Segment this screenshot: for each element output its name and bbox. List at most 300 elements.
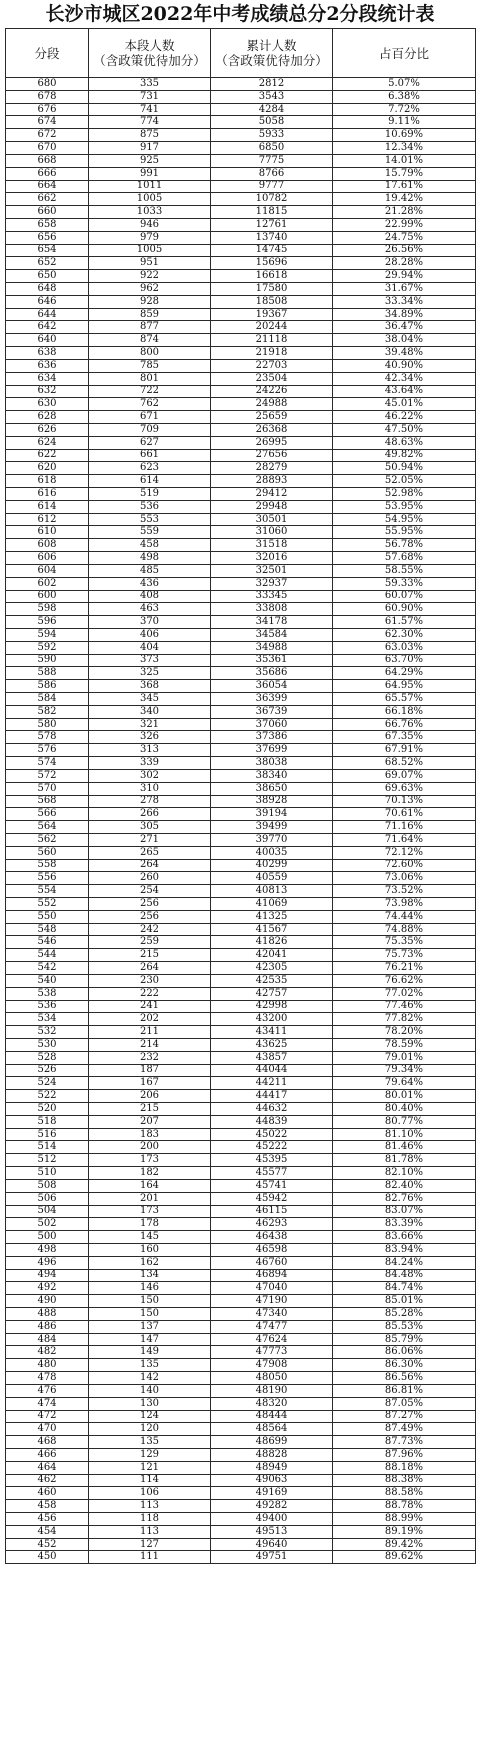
cell-percentage: 77.82% [333,1013,476,1026]
cell-percentage: 84.24% [333,1256,476,1269]
table-row [6,206,476,219]
cell-score-band: 678 [6,90,89,103]
cell-percentage: 57.68% [333,552,476,565]
cell-cumulative-count: 32937 [211,577,333,590]
cell-cumulative-count: 31060 [211,526,333,539]
table-row [6,564,476,577]
cell-band-count: 408 [89,590,211,603]
cell-score-band: 530 [6,1038,89,1051]
cell-band-count: 305 [89,821,211,834]
table-row [6,90,476,103]
cell-cumulative-count: 43200 [211,1013,333,1026]
cell-percentage: 81.78% [333,1154,476,1167]
cell-band-count: 1033 [89,206,211,219]
table-row [6,103,476,116]
cell-score-band: 538 [6,987,89,1000]
cell-percentage: 47.50% [333,423,476,436]
table-row [6,295,476,308]
table-row [6,462,476,475]
table-row [6,321,476,334]
table-row [6,654,476,667]
cell-score-band: 470 [6,1423,89,1436]
cell-percentage: 85.01% [333,1295,476,1308]
table-row [6,821,476,834]
table-row [6,1179,476,1192]
cell-band-count: 200 [89,1141,211,1154]
cell-percentage: 75.35% [333,936,476,949]
table-row [6,1115,476,1128]
cell-cumulative-count: 49063 [211,1474,333,1487]
document-title: 长沙市城区2022年中考成绩总分2分段统计表 [45,3,435,25]
cell-band-count: 114 [89,1474,211,1487]
cell-cumulative-count: 42535 [211,974,333,987]
cell-band-count: 877 [89,321,211,334]
cell-cumulative-count: 17580 [211,283,333,296]
cell-band-count: 345 [89,693,211,706]
cell-percentage: 83.66% [333,1231,476,1244]
cell-score-band: 646 [6,295,89,308]
cell-band-count: 310 [89,782,211,795]
cell-percentage: 86.30% [333,1359,476,1372]
table-row [6,488,476,501]
cell-band-count: 335 [89,78,211,91]
table-row [6,257,476,270]
cell-cumulative-count: 48444 [211,1410,333,1423]
table-row [6,1423,476,1436]
cell-cumulative-count: 34178 [211,616,333,629]
table-row [6,1000,476,1013]
cell-percentage: 77.02% [333,987,476,1000]
cell-score-band: 450 [6,1551,89,1564]
cell-cumulative-count: 26995 [211,436,333,449]
score-distribution-table [5,28,476,1564]
cell-cumulative-count: 11815 [211,206,333,219]
cell-cumulative-count: 46894 [211,1269,333,1282]
table-body [6,78,476,1564]
cell-score-band: 648 [6,283,89,296]
cell-percentage: 84.48% [333,1269,476,1282]
cell-band-count: 498 [89,552,211,565]
table-row [6,705,476,718]
cell-score-band: 484 [6,1333,89,1346]
cell-cumulative-count: 49282 [211,1500,333,1513]
cell-cumulative-count: 40559 [211,872,333,885]
cell-percentage: 87.05% [333,1397,476,1410]
cell-cumulative-count: 40035 [211,846,333,859]
table-row [6,129,476,142]
cell-band-count: 254 [89,885,211,898]
cell-percentage: 40.90% [333,359,476,372]
table-row [6,1231,476,1244]
cell-band-count: 741 [89,103,211,116]
table-row [6,616,476,629]
table-row [6,872,476,885]
cell-percentage: 45.01% [333,398,476,411]
cell-cumulative-count: 29948 [211,500,333,513]
cell-band-count: 130 [89,1397,211,1410]
table-row [6,359,476,372]
cell-percentage: 7.72% [333,103,476,116]
cell-score-band: 656 [6,231,89,244]
cell-band-count: 150 [89,1295,211,1308]
cell-percentage: 82.10% [333,1167,476,1180]
cell-band-count: 991 [89,167,211,180]
cell-cumulative-count: 46760 [211,1256,333,1269]
cell-percentage: 83.07% [333,1205,476,1218]
cell-percentage: 71.64% [333,833,476,846]
cell-cumulative-count: 8766 [211,167,333,180]
table-row [6,885,476,898]
cell-percentage: 88.99% [333,1513,476,1526]
cell-score-band: 492 [6,1282,89,1295]
table-row [6,142,476,155]
cell-score-band: 462 [6,1474,89,1487]
cell-score-band: 582 [6,705,89,718]
cell-band-count: 265 [89,846,211,859]
cell-score-band: 668 [6,154,89,167]
cell-percentage: 15.79% [333,167,476,180]
cell-score-band: 662 [6,193,89,206]
table-row [6,590,476,603]
cell-score-band: 630 [6,398,89,411]
cell-band-count: 302 [89,769,211,782]
cell-band-count: 436 [89,577,211,590]
cell-cumulative-count: 37386 [211,731,333,744]
cell-percentage: 64.29% [333,667,476,680]
cell-band-count: 183 [89,1128,211,1141]
cell-band-count: 121 [89,1461,211,1474]
table-row [6,1410,476,1423]
cell-score-band: 674 [6,116,89,129]
cell-cumulative-count: 29412 [211,488,333,501]
table-row [6,680,476,693]
table-row [6,833,476,846]
cell-percentage: 73.06% [333,872,476,885]
cell-cumulative-count: 16618 [211,270,333,283]
cell-band-count: 113 [89,1525,211,1538]
cell-score-band: 564 [6,821,89,834]
cell-score-band: 498 [6,1243,89,1256]
table-row [6,1513,476,1526]
table-row [6,372,476,385]
cell-percentage: 67.91% [333,744,476,757]
cell-percentage: 85.53% [333,1320,476,1333]
table-row [6,731,476,744]
cell-band-count: 922 [89,270,211,283]
cell-cumulative-count: 48828 [211,1448,333,1461]
table-row [6,347,476,360]
table-row [6,475,476,488]
cell-band-count: 406 [89,628,211,641]
table-row [6,1064,476,1077]
cell-cumulative-count: 48050 [211,1372,333,1385]
cell-cumulative-count: 39499 [211,821,333,834]
table-row [6,808,476,821]
cell-percentage: 77.46% [333,1000,476,1013]
cell-cumulative-count: 45577 [211,1167,333,1180]
cell-percentage: 36.47% [333,321,476,334]
cell-cumulative-count: 49513 [211,1525,333,1538]
cell-score-band: 590 [6,654,89,667]
cell-percentage: 70.61% [333,808,476,821]
cell-band-count: 404 [89,641,211,654]
cell-cumulative-count: 5933 [211,129,333,142]
cell-score-band: 592 [6,641,89,654]
cell-percentage: 74.44% [333,910,476,923]
cell-percentage: 56.78% [333,539,476,552]
cell-percentage: 14.01% [333,154,476,167]
cell-band-count: 264 [89,962,211,975]
cell-percentage: 81.10% [333,1128,476,1141]
cell-band-count: 111 [89,1551,211,1564]
cell-cumulative-count: 37699 [211,744,333,757]
cell-cumulative-count: 46115 [211,1205,333,1218]
cell-percentage: 60.07% [333,590,476,603]
cell-score-band: 608 [6,539,89,552]
cell-score-band: 676 [6,103,89,116]
cell-band-count: 951 [89,257,211,270]
cell-score-band: 620 [6,462,89,475]
cell-score-band: 502 [6,1218,89,1231]
cell-cumulative-count: 35686 [211,667,333,680]
cell-score-band: 566 [6,808,89,821]
cell-score-band: 452 [6,1538,89,1551]
cell-score-band: 476 [6,1384,89,1397]
cell-cumulative-count: 48949 [211,1461,333,1474]
cell-cumulative-count: 44211 [211,1077,333,1090]
cell-band-count: 709 [89,423,211,436]
cell-band-count: 129 [89,1448,211,1461]
cell-score-band: 622 [6,449,89,462]
cell-band-count: 162 [89,1256,211,1269]
table-row [6,1282,476,1295]
table-row [6,603,476,616]
cell-band-count: 256 [89,910,211,923]
cell-score-band: 632 [6,385,89,398]
table-row [6,1256,476,1269]
cell-score-band: 552 [6,898,89,911]
cell-percentage: 80.77% [333,1115,476,1128]
table-row [6,987,476,1000]
cell-band-count: 553 [89,513,211,526]
page-bottom-edge [0,1748,480,1756]
header-label: 累计人数 （含政策优待加分） [215,38,328,68]
cell-band-count: 230 [89,974,211,987]
cell-cumulative-count: 44632 [211,1103,333,1116]
cell-score-band: 512 [6,1154,89,1167]
table-row [6,167,476,180]
table-row [6,1551,476,1564]
cell-cumulative-count: 46293 [211,1218,333,1231]
cell-band-count: 241 [89,1000,211,1013]
cell-percentage: 64.95% [333,680,476,693]
cell-band-count: 614 [89,475,211,488]
table-row [6,334,476,347]
cell-percentage: 59.33% [333,577,476,590]
cell-band-count: 140 [89,1384,211,1397]
cell-percentage: 86.81% [333,1384,476,1397]
cell-band-count: 135 [89,1436,211,1449]
cell-band-count: 164 [89,1179,211,1192]
cell-cumulative-count: 47190 [211,1295,333,1308]
cell-cumulative-count: 9777 [211,180,333,193]
cell-percentage: 75.73% [333,949,476,962]
cell-cumulative-count: 49400 [211,1513,333,1526]
cell-score-band: 468 [6,1436,89,1449]
table-row [6,1090,476,1103]
cell-percentage: 65.57% [333,693,476,706]
table-row [6,513,476,526]
cell-cumulative-count: 13740 [211,231,333,244]
cell-cumulative-count: 15696 [211,257,333,270]
cell-percentage: 34.89% [333,308,476,321]
cell-score-band: 680 [6,78,89,91]
cell-band-count: 137 [89,1320,211,1333]
cell-percentage: 88.78% [333,1500,476,1513]
cell-score-band: 490 [6,1295,89,1308]
cell-cumulative-count: 33345 [211,590,333,603]
cell-percentage: 89.19% [333,1525,476,1538]
cell-band-count: 1011 [89,180,211,193]
cell-score-band: 474 [6,1397,89,1410]
cell-band-count: 134 [89,1269,211,1282]
cell-cumulative-count: 39770 [211,833,333,846]
cell-cumulative-count: 45942 [211,1192,333,1205]
cell-band-count: 182 [89,1167,211,1180]
cell-percentage: 42.34% [333,372,476,385]
cell-percentage: 82.40% [333,1179,476,1192]
cell-cumulative-count: 41325 [211,910,333,923]
cell-cumulative-count: 30501 [211,513,333,526]
cell-percentage: 5.07% [333,78,476,91]
cell-score-band: 596 [6,616,89,629]
table-row [6,1436,476,1449]
cell-band-count: 874 [89,334,211,347]
cell-cumulative-count: 37060 [211,718,333,731]
cell-score-band: 528 [6,1051,89,1064]
table-row [6,1487,476,1500]
cell-cumulative-count: 40299 [211,859,333,872]
cell-score-band: 514 [6,1141,89,1154]
cell-score-band: 506 [6,1192,89,1205]
cell-cumulative-count: 34584 [211,628,333,641]
cell-band-count: 928 [89,295,211,308]
table-row [6,693,476,706]
table-row [6,500,476,513]
cell-score-band: 526 [6,1064,89,1077]
cell-percentage: 33.34% [333,295,476,308]
table-row [6,1397,476,1410]
cell-cumulative-count: 42041 [211,949,333,962]
table-row [6,1320,476,1333]
cell-cumulative-count: 18508 [211,295,333,308]
cell-band-count: 785 [89,359,211,372]
table-row [6,154,476,167]
table-row [6,846,476,859]
cell-band-count: 242 [89,923,211,936]
cell-score-band: 658 [6,218,89,231]
cell-score-band: 542 [6,962,89,975]
cell-band-count: 135 [89,1359,211,1372]
cell-band-count: 211 [89,1026,211,1039]
cell-cumulative-count: 43411 [211,1026,333,1039]
cell-cumulative-count: 44417 [211,1090,333,1103]
cell-score-band: 586 [6,680,89,693]
cell-percentage: 79.64% [333,1077,476,1090]
cell-percentage: 9.11% [333,116,476,129]
cell-cumulative-count: 4284 [211,103,333,116]
cell-cumulative-count: 33808 [211,603,333,616]
cell-score-band: 578 [6,731,89,744]
table-row [6,962,476,975]
cell-band-count: 201 [89,1192,211,1205]
table-row [6,193,476,206]
cell-band-count: 206 [89,1090,211,1103]
cell-band-count: 149 [89,1346,211,1359]
cell-band-count: 278 [89,795,211,808]
cell-band-count: 173 [89,1154,211,1167]
cell-band-count: 118 [89,1513,211,1526]
cell-band-count: 627 [89,436,211,449]
cell-cumulative-count: 49640 [211,1538,333,1551]
cell-percentage: 72.12% [333,846,476,859]
cell-percentage: 61.57% [333,616,476,629]
cell-cumulative-count: 6850 [211,142,333,155]
cell-score-band: 650 [6,270,89,283]
cell-band-count: 875 [89,129,211,142]
cell-percentage: 78.59% [333,1038,476,1051]
cell-percentage: 21.28% [333,206,476,219]
cell-cumulative-count: 48320 [211,1397,333,1410]
cell-cumulative-count: 2812 [211,78,333,91]
cell-cumulative-count: 24988 [211,398,333,411]
cell-score-band: 534 [6,1013,89,1026]
cell-percentage: 10.69% [333,129,476,142]
cell-percentage: 70.13% [333,795,476,808]
cell-band-count: 340 [89,705,211,718]
cell-cumulative-count: 32016 [211,552,333,565]
table-row [6,1269,476,1282]
cell-score-band: 562 [6,833,89,846]
cell-score-band: 460 [6,1487,89,1500]
table-row [6,910,476,923]
table-row [6,78,476,91]
cell-percentage: 79.34% [333,1064,476,1077]
cell-cumulative-count: 45022 [211,1128,333,1141]
cell-score-band: 634 [6,372,89,385]
header-score-band [6,29,89,78]
cell-cumulative-count: 49751 [211,1551,333,1564]
cell-score-band: 588 [6,667,89,680]
cell-score-band: 664 [6,180,89,193]
cell-band-count: 178 [89,1218,211,1231]
cell-score-band: 598 [6,603,89,616]
cell-band-count: 731 [89,90,211,103]
cell-score-band: 638 [6,347,89,360]
cell-cumulative-count: 21918 [211,347,333,360]
cell-cumulative-count: 27656 [211,449,333,462]
cell-score-band: 556 [6,872,89,885]
table-row [6,1384,476,1397]
cell-percentage: 82.76% [333,1192,476,1205]
cell-cumulative-count: 26368 [211,423,333,436]
cell-band-count: 774 [89,116,211,129]
cell-band-count: 259 [89,936,211,949]
cell-score-band: 472 [6,1410,89,1423]
cell-percentage: 28.28% [333,257,476,270]
cell-percentage: 6.38% [333,90,476,103]
cell-cumulative-count: 28279 [211,462,333,475]
